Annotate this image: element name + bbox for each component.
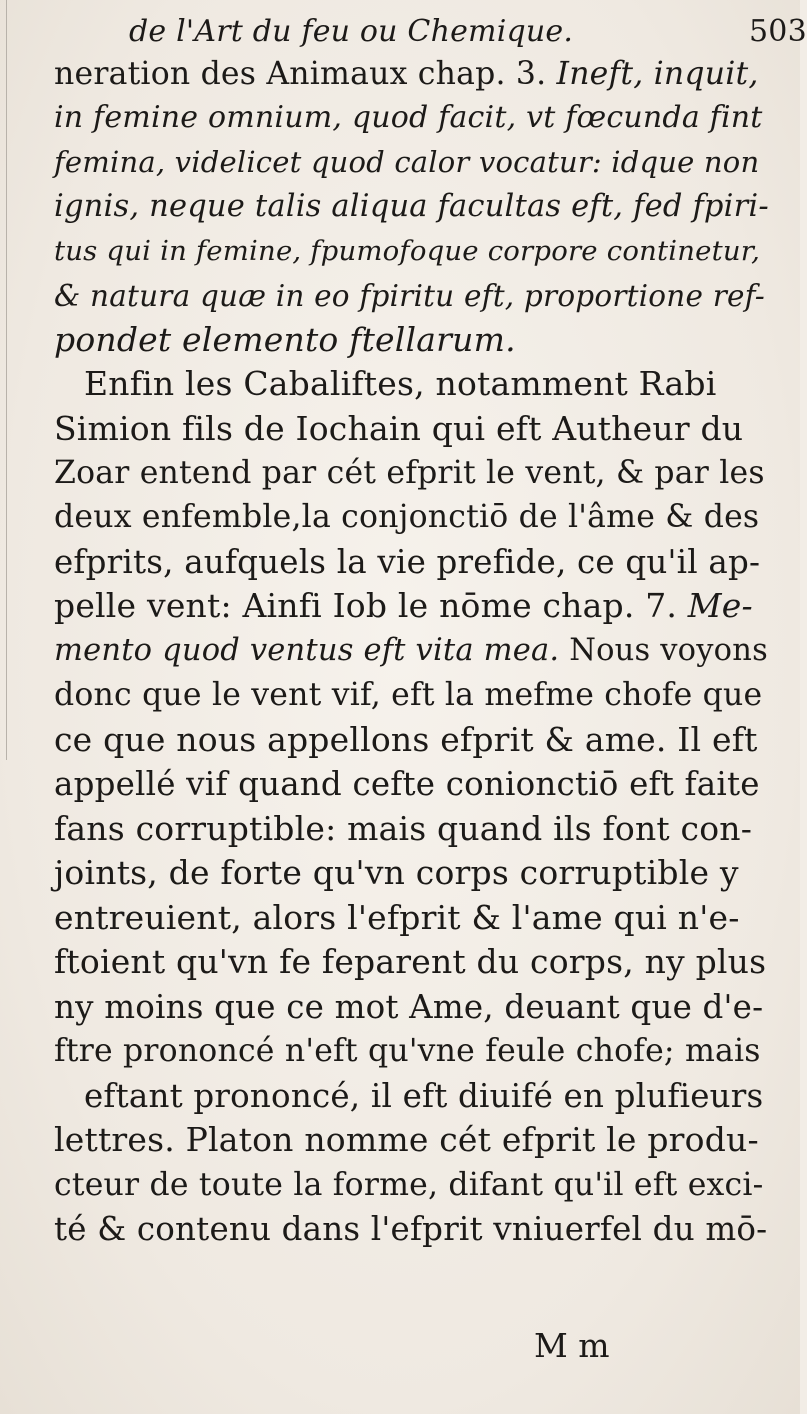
- line-italic-text: femina, videlicet quod calor vocatur: idque non: [54, 145, 760, 179]
- text-line: [54, 451, 765, 495]
- line-italic-text: Ineft, inquit,: [556, 56, 759, 92]
- line-italic-text: mento quod ventus eft vita mea.: [54, 633, 560, 668]
- line-roman-text: té & contenu dans l'efprit vniuerfel du mō-: [54, 1210, 768, 1248]
- line-roman-text: pelle vent: Ainfi Iob le nōme chap. 7.: [54, 586, 688, 625]
- page-number: 503: [749, 14, 807, 49]
- text-line: [54, 540, 760, 584]
- text-line: [54, 762, 760, 806]
- text-line: [54, 807, 752, 851]
- text-line: [54, 1163, 763, 1207]
- text-line: [54, 629, 768, 673]
- text-line: [54, 274, 765, 318]
- text-line: [54, 52, 759, 96]
- line-italic-text: tus qui in femine, fpumofoque corpore continetur,: [54, 235, 761, 267]
- text-line: [54, 318, 516, 362]
- line-roman-text: joints, de forte qu'vn corps corruptible y: [54, 853, 739, 892]
- line-italic-text: Me-: [687, 586, 753, 625]
- text-line: [54, 718, 758, 762]
- text-line: [54, 896, 740, 940]
- line-roman-text: donc que le vent vif, eft la mefme chofe que: [54, 677, 763, 713]
- line-roman-text: appellé vif quand cefte conionctiō eft faite: [54, 765, 760, 803]
- line-roman-text: deux enfemble,la conjonctiō de l'âme & des: [54, 499, 760, 535]
- line-italic-text: ignis, neque talis aliqua facultas eft, fed fpiri-: [54, 189, 769, 224]
- line-roman-text: ftoient qu'vn fe feparent du corps, ny plus: [54, 942, 767, 981]
- text-line: [54, 495, 759, 539]
- line-italic-text: & natura quæ in eo fpiritu eft, proportione ref-: [54, 279, 765, 313]
- text-line: [54, 1029, 761, 1073]
- line-roman-text: neration des Animaux chap. 3.: [54, 56, 557, 92]
- text-line: [54, 96, 763, 140]
- text-line: [54, 940, 766, 984]
- text-line: [54, 851, 739, 895]
- line-roman-text: ny moins que ce mot Ame, deuant que d'e-: [54, 988, 764, 1026]
- page-gutter-line: [6, 0, 7, 760]
- line-roman-text: entreuient, alors l'efprit & l'ame qui n'e-: [54, 898, 740, 937]
- text-line: [54, 673, 762, 717]
- text-line: [54, 185, 769, 229]
- page-header: [129, 10, 807, 56]
- line-roman-text: cteur de toute la forme, difant qu'il eft exci-: [54, 1167, 764, 1203]
- text-line: [54, 584, 753, 628]
- line-roman-text: Nous voyons: [559, 633, 768, 668]
- text-line: [84, 1074, 763, 1118]
- text-line: [54, 140, 759, 184]
- signature-mark: M m: [534, 1326, 610, 1365]
- text-line: [54, 407, 743, 451]
- line-italic-text: in femine omnium, quod facit, vt fœcunda fint: [54, 100, 763, 135]
- text-line: [54, 229, 760, 273]
- line-roman-text: lettres. Platon nomme cét efprit le produ-: [54, 1120, 759, 1159]
- line-roman-text: efprits, aufquels la vie prefide, ce qu'il ap-: [54, 543, 761, 581]
- line-roman-text: Enfin les Cabaliftes, notamment Rabi: [84, 364, 717, 403]
- line-roman-text: ce que nous appellons efprit & ame. Il eft: [54, 720, 758, 759]
- line-roman-text: Zoar entend par cét efprit le vent, & par les: [54, 455, 765, 491]
- text-line: [84, 362, 716, 406]
- line-roman-text: eftant prononcé, il eft diuifé en plufieurs: [84, 1077, 764, 1115]
- line-roman-text: ftre prononcé n'eft qu'vne feule chofe; mais: [54, 1033, 761, 1069]
- text-line: [54, 985, 763, 1029]
- line-italic-text: pondet elemento ftellarum.: [54, 320, 516, 359]
- running-title: de l'Art du feu ou Chemique.: [129, 14, 574, 49]
- text-line: [54, 1118, 759, 1162]
- line-roman-text: Simion fils de Iochain qui eft Autheur du: [54, 409, 744, 448]
- line-roman-text: fans corruptible: mais quand ils font con-: [54, 809, 753, 848]
- text-line: [54, 1207, 767, 1251]
